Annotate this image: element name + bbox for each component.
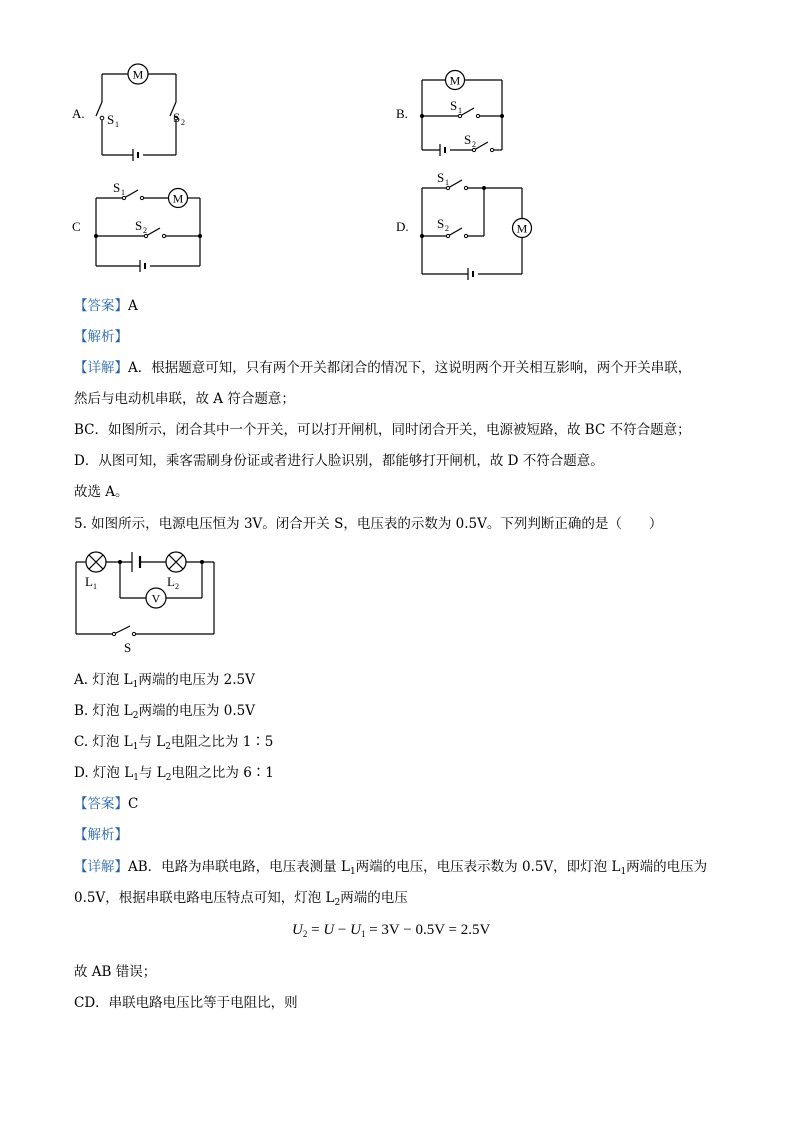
q5-ab-conclusion: 故 AB 错误； (74, 964, 157, 980)
q5-option-c: C. 灯泡 $L_1$与 $L_2$电阻之比为 1∶5 (74, 734, 274, 752)
lamp-l1-label: L (85, 574, 93, 589)
q4-conclusion: 故选 A。 (74, 484, 129, 500)
switch-s2-label: S (135, 218, 143, 233)
analysis-tag: 【解析】 (74, 329, 128, 345)
switch-s2-sub: 2 (445, 224, 449, 233)
switch-s1-sub: 1 (445, 178, 449, 187)
motor-icon (446, 71, 465, 90)
q4-detail-line-3: BC．如图所示，闭合其中一个开关，可以打开闸机，同时闭合开关，电源被短路，故 BC 不符合题意； (74, 422, 691, 438)
detail-tag: 【详解】 (74, 859, 128, 875)
circuit-option-b (412, 64, 512, 164)
q5-analysis-heading (74, 825, 128, 845)
circuit-option-a (90, 60, 200, 170)
lamp-l2-label: L (167, 574, 175, 589)
lamp-l1-sub: 1 (93, 582, 97, 591)
lamp-l2-sub: 2 (175, 582, 179, 591)
switch-s1-label: S (107, 112, 115, 127)
q4-answer (74, 296, 138, 316)
q5-option-a: A. 灯泡 $L_1$两端的电压为 2.5V (74, 672, 255, 690)
motor-icon (169, 189, 188, 208)
option-d-label: D. (396, 219, 409, 234)
option-a-label: A. (72, 106, 85, 121)
lamp-l1-icon (86, 552, 106, 572)
switch-s1-sub: 1 (121, 188, 125, 197)
switch-s2-label: S (464, 132, 472, 147)
motor-label: M (449, 73, 461, 88)
option-c-label: C (72, 219, 81, 234)
circuit-option-d (412, 168, 532, 280)
analysis-tag: 【解析】 (74, 827, 128, 843)
q5-detail-line-2: 0.5V，根据串联电路电压特点可知，灯泡 $L_2$两端的电压 (74, 890, 408, 908)
option-b-label: B. (396, 106, 408, 121)
switch-s2-label: S (173, 110, 181, 125)
q4-detail-line-2: 然后与电动机串联，故 A 符合题意； (74, 391, 295, 407)
motor-label: M (516, 221, 528, 236)
q4-analysis-heading (74, 327, 128, 347)
q4-detail-line-1: 【详解】A．根据题意可知，只有两个开关都闭合的情况下，这说明两个开关相互影响，两个开关串联， (74, 360, 692, 376)
q5-option-b: B. 灯泡 $L_2$两端的电压为 0.5V (74, 703, 256, 721)
motor-label: M (132, 67, 144, 82)
q5-circuit (72, 546, 222, 656)
motor-icon (128, 64, 148, 84)
circuit-option-c (88, 176, 208, 276)
switch-s1-sub: 1 (115, 120, 119, 129)
motor-label: M (172, 191, 184, 206)
q5-answer (74, 794, 138, 814)
switch-s2-sub: 2 (181, 118, 185, 127)
switch-s1-label: S (450, 98, 458, 113)
q4-detail-line-4: D．从图可知，乘客需刷身份证或者进行人脸识别，都能够打开闸机，故 D 不符合题意。 (74, 453, 604, 469)
switch-s2-sub: 2 (472, 140, 476, 149)
switch-s2-label: S (437, 216, 445, 231)
detail-tag: 【详解】 (74, 360, 128, 376)
voltmeter-icon (146, 588, 166, 608)
switch-s2-sub: 2 (143, 226, 147, 235)
switch-s1-sub: 1 (458, 106, 462, 115)
q5-option-d: D. 灯泡 $L_1$与 $L_2$电阻之比为 6∶1 (74, 765, 274, 783)
q5-detail-line-1: 【详解】AB．电路为串联电路，电压表测量 $L_1$两端的电压，电压表示数为 0.5V，即灯泡 $L_1$两端的电压为 (74, 859, 708, 877)
motor-icon (513, 219, 532, 238)
voltage-formula: $U_2 = U - U_1 = 3V - 0.5V = 2.5V$ (292, 922, 491, 939)
switch-s-label: S (124, 640, 132, 655)
answer-tag: 【答案】 (74, 298, 128, 314)
answer-value: A (128, 298, 138, 314)
answer-tag: 【答案】 (74, 796, 128, 812)
voltmeter-label: V (151, 591, 161, 606)
switch-s1-label: S (437, 170, 445, 185)
q5-cd-line: CD．串联电路电压比等于电阻比，则 (74, 995, 298, 1011)
answer-value: C (128, 796, 139, 812)
lamp-l2-icon (166, 552, 186, 572)
q5-stem: 5. 如图所示，电源电压恒为 3V。闭合开关 S，电压表的示数为 0.5V。下列判断正确的是（ ） (74, 516, 663, 532)
switch-s1-label: S (113, 180, 121, 195)
